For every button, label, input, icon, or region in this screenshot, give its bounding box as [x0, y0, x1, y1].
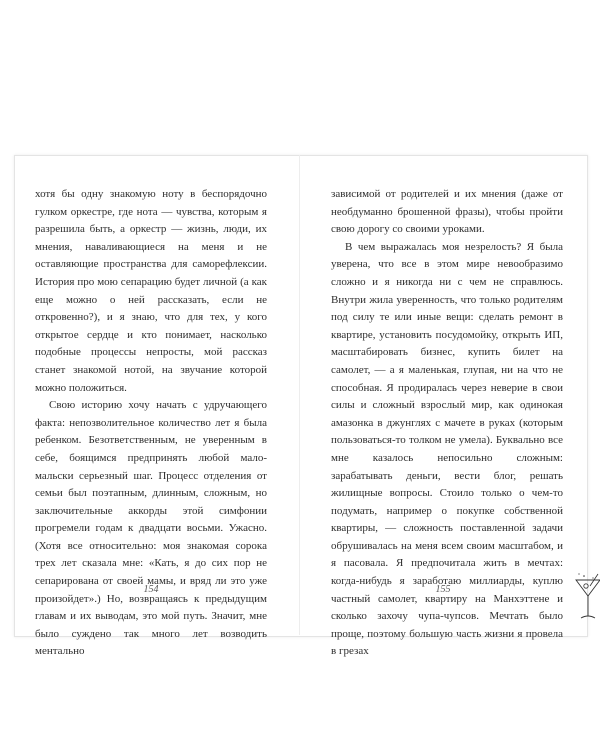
right-paragraph-1: зависимой от родителей и их мнения (даже от необдуманно брошенной фразы), чтобы пройти свою дорогу со своими уроками. [331, 188, 563, 236]
left-page [15, 156, 301, 658]
right-paragraph-2: В чем выражалась моя незрелость? Я была уверена, что все в этом мире невообразимо сложно и я никогда ни с чем не справлюсь. Внутри жила уверенность, что только родителям под силу те или иные вещи: сделать ремонт в квартире, установить посудомойку, открыть ИП, масштабировать бизнес, купить билет на самолет, — а я маленькая, глупая, ни на что не способная. Я продиралась через неверие в свои силы и сложный взрослый мир, как одинокая амазонка в джунглях с мачете в руках (которым пользоваться-то толком не умела). Буквально все мне казалось непосильно сложным: зарабатывать деньги, вести блог, решать жилищные вопросы. Стоило только о чем-то подумать, например о покупке собственной квартиры, — сложность поставленной задачи обрушивалась на меня всем своим масштабом, и я пасовала. Я предпочитала жить в мечтах: когда-нибудь я заработаю миллиарды, куплю частный самолет, квартиру на Манхэттене и сколько захочу чупа-чупсов. Мечтать было проще, поэтому большую часть жизни я провела в грезах [331, 240, 563, 658]
page-gutter [299, 155, 300, 635]
book-spread [14, 155, 588, 658]
left-page-number: 154 [143, 584, 159, 595]
left-paragraph-2: Свою историю хочу начать с удручающего факта: непозволительное количество лет я была ребенком. Безответственным, не уверенным в себе, боящимся предпринять любой мало-мальски серьезный шаг. Процесс отделения от семьи был поэтапным, длинным, сложным, но заключительные аккорды этой симфонии прогремели годам к двадцати восьми. Ужасно. (Хотя все относительно: моя знакомая сорока трех лет сказала мне: «Кать, я до сих пор не сепарирована от своей мамы, и вряд ли это уже произойдет».) Но, возвращаясь к предыдущим главам и их выводам, это мой путь. Значит, мне было суждено так много лет возводить ментально [35, 399, 267, 658]
martini-glass-icon [573, 572, 600, 624]
left-paragraph-1: хотя бы одну знакомую ноту в беспорядочно гулком оркестре, где нота — чувства, которым я разрешила быть, а оркестр — жизнь, люди, их мнения, наваливающиеся на меня и не оставляющие пространства для саморефлексии. История про мою сепарацию будет личной (а как еще можно о ней рассказать, если не откровенно?), и я знаю, что для тех, у кого открытое сердце и кто понимает, насколько подобные процессы непросты, мой рассказ станет знакомой нотой, на звучание которой можно положиться. [35, 188, 267, 394]
right-page-number: 155 [435, 584, 451, 595]
right-page [301, 156, 587, 658]
